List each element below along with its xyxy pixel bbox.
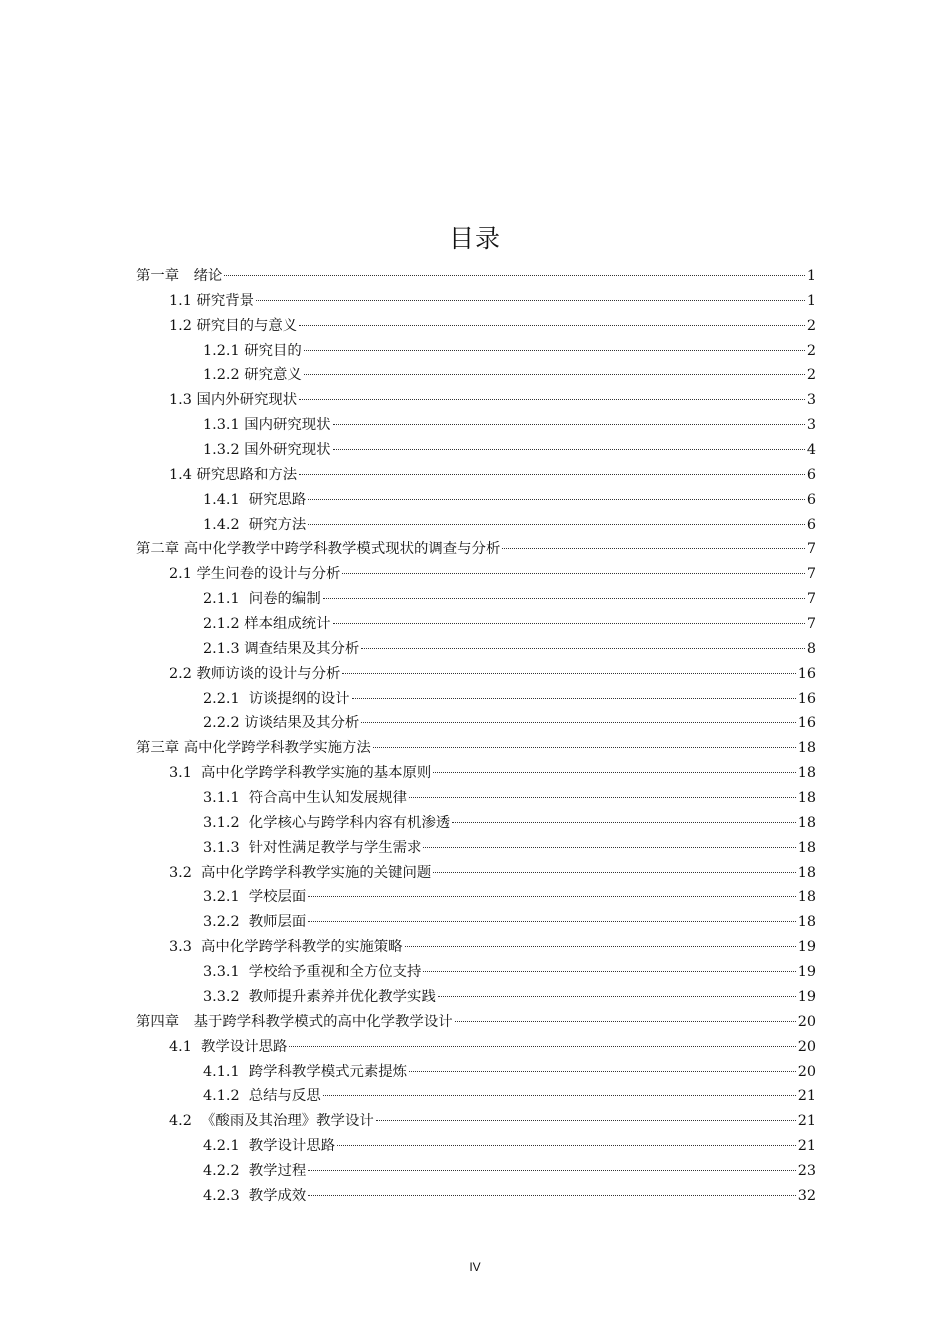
toc-entry-label: 第一章 绪论 (136, 268, 223, 284)
toc-entry-label: 1.2.1 研究目的 (203, 342, 302, 359)
toc-entry[interactable] (136, 537, 816, 562)
toc-entry-page-number: 20 (797, 1063, 816, 1080)
toc-entry-label: 3.2.2 教师层面 (203, 914, 307, 931)
toc-entry[interactable] (136, 960, 816, 985)
dot-leader (409, 1071, 796, 1072)
toc-entry-page-number: 18 (797, 864, 816, 881)
toc-entry-page-number: 23 (797, 1162, 816, 1179)
toc-entry[interactable] (136, 736, 816, 761)
toc-entry-label: 1.3.2 国外研究现状 (203, 442, 331, 459)
dot-leader (308, 1195, 795, 1196)
page-number: IV (469, 1260, 481, 1274)
dot-leader (361, 722, 795, 723)
dot-leader (308, 1170, 795, 1171)
toc-entry[interactable] (136, 413, 816, 438)
toc-entry-page-number: 2 (806, 367, 816, 384)
toc-entry-label: 2.1 学生问卷的设计与分析 (169, 566, 341, 583)
dot-leader (323, 598, 805, 599)
dot-leader (299, 325, 805, 326)
dot-leader (304, 350, 805, 351)
toc-entry-page-number: 7 (806, 541, 816, 558)
toc-entry-label: 2.1.2 样本组成统计 (203, 616, 331, 633)
toc-entry[interactable] (136, 1084, 816, 1109)
toc-entry-label: 3.1 高中化学跨学科教学实施的基本原则 (169, 765, 432, 782)
toc-entry-page-number: 19 (797, 964, 816, 981)
toc-entry-label: 第三章 高中化学跨学科教学实施方法 (136, 740, 371, 757)
toc-entry[interactable] (136, 910, 816, 935)
dot-leader (361, 648, 805, 649)
dot-leader (333, 424, 805, 425)
dot-leader (342, 673, 795, 674)
toc-entry-label: 1.3.1 国内研究现状 (203, 417, 331, 434)
toc-entry-page-number: 3 (806, 417, 816, 434)
toc-entry-page-number: 6 (806, 491, 816, 508)
toc-entry-page-number: 6 (806, 516, 816, 533)
toc-entry[interactable] (136, 388, 816, 413)
toc-entry[interactable] (136, 587, 816, 612)
dot-leader (333, 623, 805, 624)
toc-entry-page-number: 4 (806, 442, 816, 459)
toc-entry-label: 3.2.1 学校层面 (203, 889, 307, 906)
toc-entry[interactable] (136, 861, 816, 886)
toc-entry-label: 2.1.1 问卷的编制 (203, 591, 321, 608)
dot-leader (333, 449, 805, 450)
toc-entry-label: 3.3 高中化学跨学科教学的实施策略 (169, 939, 403, 956)
toc-entry[interactable] (136, 1035, 816, 1060)
toc-entry[interactable] (136, 1010, 816, 1035)
toc-entry-label: 3.3.1 学校给予重视和全方位支持 (203, 964, 422, 981)
toc-entry-label: 4.2.3 教学成效 (203, 1187, 307, 1204)
dot-leader (405, 946, 796, 947)
toc-entry-label: 2.2.1 访谈提纲的设计 (203, 690, 350, 707)
toc-entry-label: 1.3 国内外研究现状 (169, 392, 298, 409)
toc-entry-page-number: 7 (806, 591, 816, 608)
toc-entry-page-number: 20 (797, 1038, 816, 1055)
dot-leader (423, 847, 795, 848)
toc-entry[interactable] (136, 985, 816, 1010)
dot-leader (308, 524, 805, 525)
toc-entry-page-number: 16 (797, 665, 816, 682)
toc-entry-page-number: 16 (797, 690, 816, 707)
toc-entry-label: 3.1.2 化学核心与跨学科内容有机渗透 (203, 814, 451, 831)
toc-entry-page-number: 20 (797, 1013, 816, 1030)
toc-entry-label: 4.1.1 跨学科教学模式元素提炼 (203, 1063, 408, 1080)
toc-entry-page-number: 7 (806, 616, 816, 633)
toc-entry-label: 1.1 研究背景 (169, 292, 255, 309)
dot-leader (224, 275, 804, 276)
toc-entry-page-number: 18 (797, 740, 816, 757)
dot-leader (299, 474, 805, 475)
toc-entry-page-number: 21 (797, 1138, 816, 1155)
dot-leader (308, 921, 795, 922)
toc-entry[interactable] (136, 363, 816, 388)
toc-entry-page-number: 19 (797, 939, 816, 956)
toc-entry-page-number: 18 (797, 889, 816, 906)
toc-entry[interactable] (136, 687, 816, 712)
toc-entry-page-number: 2 (806, 317, 816, 334)
toc-entry-page-number: 1 (806, 268, 816, 284)
dot-leader (433, 872, 795, 873)
toc-entry[interactable] (136, 463, 816, 488)
toc-entry[interactable] (136, 1060, 816, 1085)
toc-entry-label: 3.2 高中化学跨学科教学实施的关键问题 (169, 864, 432, 881)
dot-leader (323, 1095, 796, 1096)
dot-leader (352, 698, 796, 699)
toc-entry[interactable] (136, 637, 816, 662)
toc-entry-page-number: 21 (797, 1088, 816, 1105)
toc-entry-label: 第四章 基于跨学科教学模式的高中化学教学设计 (136, 1013, 453, 1030)
toc-entry-page-number: 2 (806, 342, 816, 359)
dot-leader (308, 499, 805, 500)
toc-entry-page-number: 32 (797, 1187, 816, 1204)
toc-entry-label: 4.1.2 总结与反思 (203, 1088, 321, 1105)
toc-entry-label: 3.3.2 教师提升素养并优化教学实践 (203, 988, 436, 1005)
toc-entry[interactable] (136, 786, 816, 811)
toc-entry-label: 3.1.3 针对性满足教学与学生需求 (203, 839, 422, 856)
toc-entry-label: 第二章 高中化学教学中跨学科教学模式现状的调查与分析 (136, 541, 501, 558)
toc-entry-label: 2.1.3 调查结果及其分析 (203, 640, 360, 657)
toc-entry[interactable] (136, 711, 816, 736)
toc-entry[interactable] (136, 562, 816, 587)
toc-entry-page-number: 21 (797, 1113, 816, 1130)
toc-entry[interactable] (136, 289, 816, 314)
dot-leader (433, 772, 795, 773)
toc-entry-label: 3.1.1 符合高中生认知发展规律 (203, 790, 408, 807)
toc-entry[interactable] (136, 339, 816, 364)
toc-entry-label: 1.4 研究思路和方法 (169, 466, 298, 483)
toc-entry-page-number: 18 (797, 765, 816, 782)
toc-entry-page-number: 19 (797, 988, 816, 1005)
toc-entry[interactable] (136, 885, 816, 910)
dot-leader (409, 797, 796, 798)
toc-entry[interactable] (136, 264, 816, 289)
toc-entry[interactable] (136, 1109, 816, 1134)
toc-entry[interactable] (136, 1184, 816, 1209)
table-of-contents (136, 264, 816, 1209)
toc-entry-page-number: 7 (806, 566, 816, 583)
toc-entry-label: 2.2.2 访谈结果及其分析 (203, 715, 360, 732)
toc-entry[interactable] (136, 836, 816, 861)
toc-entry[interactable] (136, 935, 816, 960)
dot-leader (256, 300, 805, 301)
toc-entry[interactable] (136, 438, 816, 463)
toc-entry[interactable] (136, 612, 816, 637)
dot-leader (455, 1021, 796, 1022)
toc-entry[interactable] (136, 513, 816, 538)
toc-entry[interactable] (136, 488, 816, 513)
toc-entry-label: 1.2.2 研究意义 (203, 367, 302, 384)
toc-entry-label: 1.4.1 研究思路 (203, 491, 307, 508)
toc-entry-label: 2.2 教师访谈的设计与分析 (169, 665, 341, 682)
toc-entry-label: 1.4.2 研究方法 (203, 516, 307, 533)
dot-leader (373, 747, 796, 748)
dot-leader (502, 548, 805, 549)
dot-leader (376, 1120, 796, 1121)
toc-entry[interactable] (136, 1134, 816, 1159)
dot-leader (337, 1145, 796, 1146)
toc-entry-label: 4.1 教学设计思路 (169, 1038, 288, 1055)
toc-entry[interactable] (136, 761, 816, 786)
toc-entry[interactable] (136, 662, 816, 687)
toc-entry-page-number: 3 (806, 392, 816, 409)
dot-leader (299, 399, 805, 400)
page-title: 目录 (448, 224, 501, 253)
toc-entry[interactable] (136, 314, 816, 339)
toc-entry-page-number: 18 (797, 814, 816, 831)
toc-entry-label: 1.2 研究目的与意义 (169, 317, 298, 334)
toc-entry-page-number: 1 (806, 292, 816, 309)
toc-entry-page-number: 16 (797, 715, 816, 732)
toc-entry-page-number: 18 (797, 790, 816, 807)
toc-entry-label: 4.2 《酸雨及其治理》教学设计 (169, 1113, 374, 1130)
dot-leader (423, 971, 795, 972)
dot-leader (342, 573, 804, 574)
dot-leader (438, 996, 796, 997)
dot-leader (304, 374, 805, 375)
toc-entry-page-number: 6 (806, 466, 816, 483)
toc-entry-label: 4.2.1 教学设计思路 (203, 1138, 336, 1155)
toc-entry-page-number: 18 (797, 914, 816, 931)
toc-entry[interactable] (136, 1159, 816, 1184)
toc-entry-page-number: 8 (806, 640, 816, 657)
toc-entry[interactable] (136, 811, 816, 836)
dot-leader (289, 1046, 795, 1047)
dot-leader (308, 896, 795, 897)
toc-entry-page-number: 18 (797, 839, 816, 856)
dot-leader (452, 822, 795, 823)
toc-entry-label: 4.2.2 教学过程 (203, 1162, 307, 1179)
